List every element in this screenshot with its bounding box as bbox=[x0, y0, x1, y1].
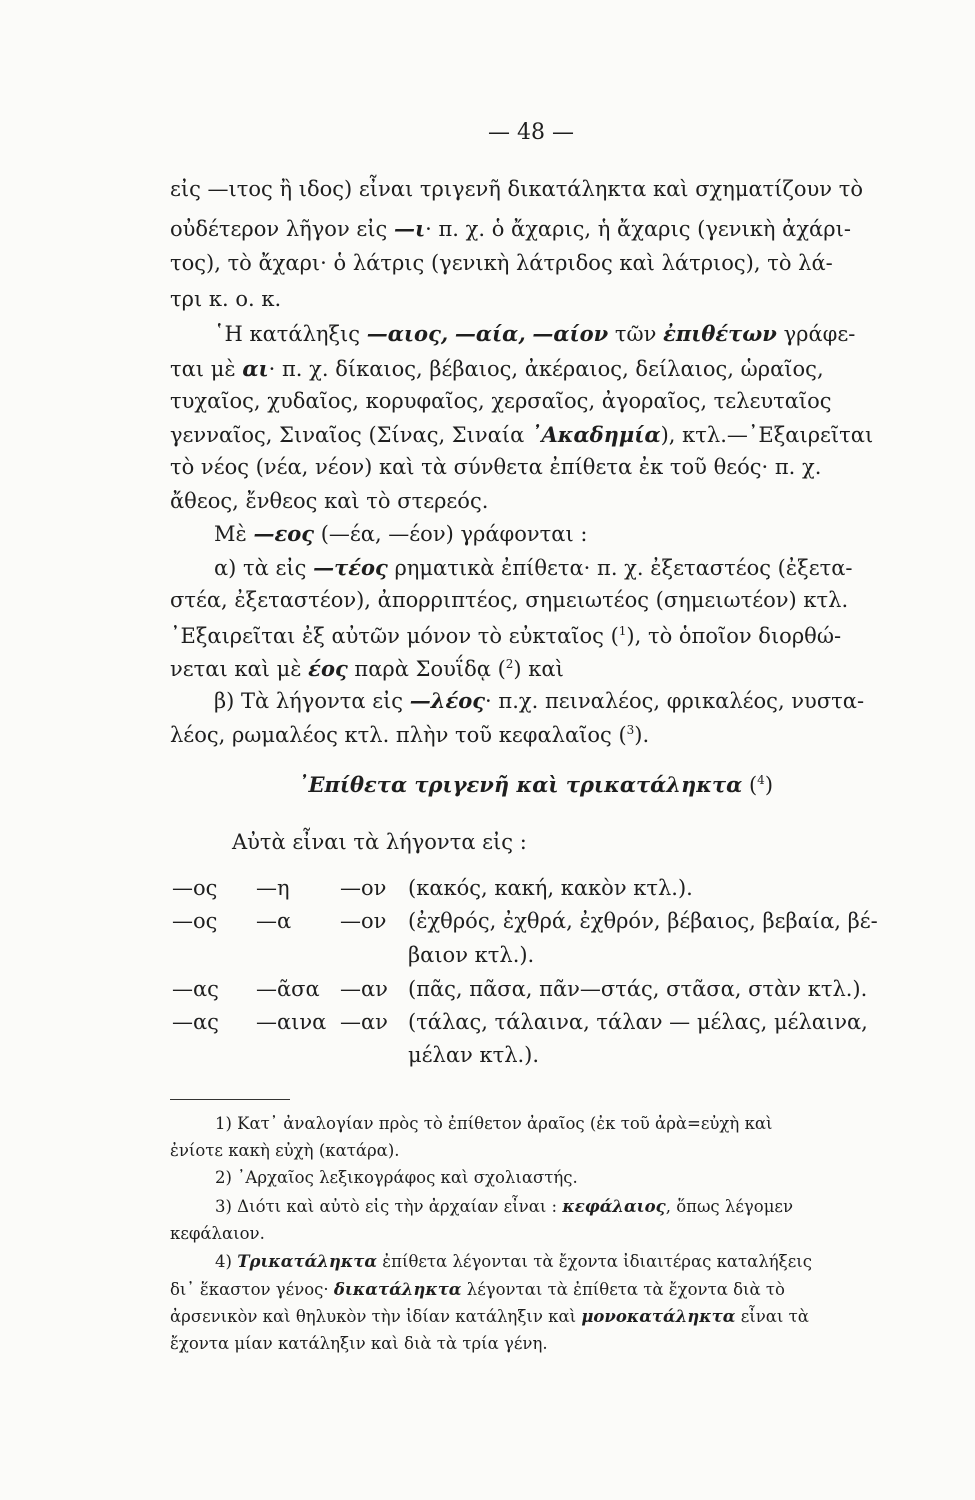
footnote-ref: 3 bbox=[626, 723, 635, 737]
body-line: ἄθεος, ἔνθεος καὶ τὸ στερεός. bbox=[170, 489, 489, 513]
footnote-ref: 2 bbox=[505, 657, 514, 671]
page: — 48 — εἰς —ιτος ἢ ιδος) εἶναι τριγενῆ δικατάληκτα καὶ σχηματίζουν τὸ οὐδέτερον λῆγον εἰς —ι· π. χ. ὁ ἄχαρις, ἡ ἄχαρις (γενικὴ ἀχάρι- τος), τὸ ἄχαρι· ὁ λάτρις (γενικὴ λάτριδος καὶ λάτριος), τὸ λά- τρι κ. ο. κ. ῾Η κατάληξις —αιος, —αία, —αίον τῶν ἐπιθέτων γράφε- ται μὲ αι· π. χ. δίκαιος, βέβαιος, ἀκέραιος, δείλαιος, ὡραῖος, τυχαῖος, χυδαῖος, κορυφαῖος, χερσαῖος, ἀγοραῖος, τελευταῖος γενναῖος, Σιναῖος (Σίνας, Σιναία ᾿Ακαδημία), κτλ.—᾿Εξαιρεῖται τὸ νέος (νέα, νέον) καὶ τὰ σύνθετα ἐπίθετα ἐκ τοῦ θεός· π. χ. ἄθεος, ἔνθεος καὶ τὸ στερεός. Μὲ —εος (—έα, —έον) γράφονται : α) τὰ εἰς —τέος ρηματικὰ ἐπίθετα· π. χ. ἐξεταστέος (ἐξετα- στέα, ἐξεταστέον), ἀπορριπτέος, σημειωτέος (σημειωτέον) κτλ. ᾿Εξαιρεῖται ἐξ αὐτῶν μόνον τὸ εὐκταῖος ($^1$), τὸ ὁποῖον διορθώ- νεται καὶ μὲ έος παρὰ Σουΐδᾳ ($^2$) καὶ β) Τὰ λήγοντα εἰς —λέος· π.χ. πειναλέος, φρικαλέος, νυστα- λέος, ρωμαλέος κτλ. πλὴν τοῦ κεφαλαῖος ($^3$). ᾿Επίθετα τριγενῆ καὶ τρικατάληκτα ($^4$) Αὐτὰ εἶναι τὰ λήγοντα εἰς : —ος —η —ον (κακός, κακή, κακὸν κτλ.). —ος —α —ον (ἐχθρός, ἐχθρά, ἐχθρόν, βέβαιος, βεβαία, βέ- βαιον κτλ.). —ας —ᾶσα —αν (πᾶς, πᾶσα, πᾶν—στάς, στᾶσα, στὰν κτλ.). —ας —αινα —αν (τάλας, τάλαινα, τάλαν — μέλας, μέλαινα, μέλαν κτλ.). 1) Κατ᾿ ἀναλογίαν πρὸς τὸ ἐπίθετον ἀραῖος (ἐκ τοῦ ἀρὰ=εὐχὴ καὶ ἐνίοτε κακὴ εὐχὴ (κατάρα). 2) ᾿Αρχαῖος λεξικογράφος καὶ σχολιαστής. 3) Διότι καὶ αὐτὸ εἰς τὴν ἀρχαίαν εἶναι : κεφάλαιος, ὅπως λέγομεν κεφάλαιον. 4) Τρικατάληκτα ἐπίθετα λέγονται τὰ ἔχοντα ἰδιαιτέρας καταλήξεις δι᾿ ἕκαστον γένος· δικατάληκτα λέγονται τὰ ἐπίθετα τὰ ἔχοντα διὰ τὸ ἀρσενικὸν καὶ θηλυκὸν τὴν ἰδίαν κατάληξιν καὶ μονοκατάληκτα εἶναι τὰ ἔχοντα μίαν κατάληξιν καὶ διὰ τὰ τρία γένη. bbox=[170, 120, 878, 1353]
body-line: τρι κ. ο. κ. bbox=[170, 287, 282, 311]
body-line: γενναῖος, Σιναῖος (Σίνας, Σιναία ᾿Ακαδημία), κτλ.—᾿Εξαιρεῖται bbox=[170, 422, 874, 447]
footnote-line: 1) Κατ᾿ ἀναλογίαν πρὸς τὸ ἐπίθετον ἀραῖος (ἐκ τοῦ ἀρὰ=εὐχὴ καὶ bbox=[215, 1114, 773, 1133]
footnote-ref: 4 bbox=[757, 773, 765, 787]
section-heading: ᾿Επίθετα τριγενῆ καὶ τρικατάληκτα ($^4$) bbox=[298, 772, 774, 797]
footnote-line: 2) ᾿Αρχαῖος λεξικογράφος καὶ σχολιαστής. bbox=[215, 1168, 578, 1187]
footnote-ref: 1 bbox=[618, 624, 627, 638]
footnote-line: ἐνίοτε κακὴ εὐχὴ (κατάρα). bbox=[170, 1141, 400, 1160]
body-line: ῾Η κατάληξις —αιος, —αία, —αίον τῶν ἐπιθέτων γράφε- bbox=[214, 321, 856, 346]
body-line: τος), τὸ ἄχαρι· ὁ λάτρις (γενικὴ λάτριδος καὶ λάτριος), τὸ λά- bbox=[170, 251, 833, 275]
footnote-line: ἔχοντα μίαν κατάληξιν καὶ διὰ τὰ τρία γένη. bbox=[170, 1334, 548, 1353]
footnote-divider bbox=[170, 1099, 290, 1100]
body-line: ᾿Εξαιρεῖται ἐξ αὐτῶν μόνον τὸ εὐκταῖος ($^1$), τὸ ὁποῖον διορθώ- bbox=[170, 624, 842, 648]
body-line: τυχαῖος, χυδαῖος, κορυφαῖος, χερσαῖος, ἀγοραῖος, τελευταῖος bbox=[170, 389, 832, 413]
footnote-line: 3) Διότι καὶ αὐτὸ εἰς τὴν ἀρχαίαν εἶναι : κεφάλαιος, ὅπως λέγομεν bbox=[215, 1197, 794, 1216]
body-line: εἰς —ιτος ἢ ιδος) εἶναι τριγενῆ δικατάληκτα καὶ σχηματίζουν τὸ bbox=[170, 177, 864, 201]
body-line: στέα, ἐξεταστέον), ἀπορριπτέος, σημειωτέος (σημειωτέον) κτλ. bbox=[170, 588, 849, 612]
body-line: β) Τὰ λήγοντα εἰς —λέος· π.χ. πειναλέος, φρικαλέος, νυστα- bbox=[214, 688, 865, 713]
intro-line: Αὐτὰ εἶναι τὰ λήγοντα εἰς : bbox=[232, 830, 527, 854]
ending: —ι bbox=[393, 216, 426, 241]
body-line: οὐδέτερον λῆγον εἰς —ι· π. χ. ὁ ἄχαρις, ἡ ἄχαρις (γενικὴ ἀχάρι- bbox=[170, 216, 851, 241]
body-line: Μὲ —εος (—έα, —έον) γράφονται : bbox=[214, 521, 588, 546]
footnote-line: κεφάλαιον. bbox=[170, 1224, 265, 1243]
page-number: — 48 — bbox=[488, 120, 574, 145]
footnote-line: ἀρσενικὸν καὶ θηλυκὸν τὴν ἰδίαν κατάληξιν καὶ μονοκατάληκτα εἶναι τὰ bbox=[170, 1307, 809, 1326]
body-line: νεται καὶ μὲ έος παρὰ Σουΐδᾳ ($^2$) καὶ bbox=[170, 656, 564, 681]
footnote-line: δι᾿ ἕκαστον γένος· δικατάληκτα λέγονται τὰ ἐπίθετα τὰ ἔχοντα διὰ τὸ bbox=[170, 1280, 785, 1299]
body-line: ται μὲ αι· π. χ. δίκαιος, βέβαιος, ἀκέραιος, δείλαιος, ὡραῖος, bbox=[170, 356, 824, 381]
body-line: α) τὰ εἰς —τέος ρηματικὰ ἐπίθετα· π. χ. ἐξεταστέος (ἐξετα- bbox=[214, 555, 853, 580]
footnote-line: 4) Τρικατάληκτα ἐπίθετα λέγονται τὰ ἔχοντα ἰδιαιτέρας καταλήξεις bbox=[215, 1252, 813, 1271]
body-line: τὸ νέος (νέα, νέον) καὶ τὰ σύνθετα ἐπίθετα ἐκ τοῦ θεός· π. χ. bbox=[170, 455, 822, 479]
body-line: λέος, ρωμαλέος κτλ. πλὴν τοῦ κεφαλαῖος ($^3$). bbox=[170, 723, 650, 747]
